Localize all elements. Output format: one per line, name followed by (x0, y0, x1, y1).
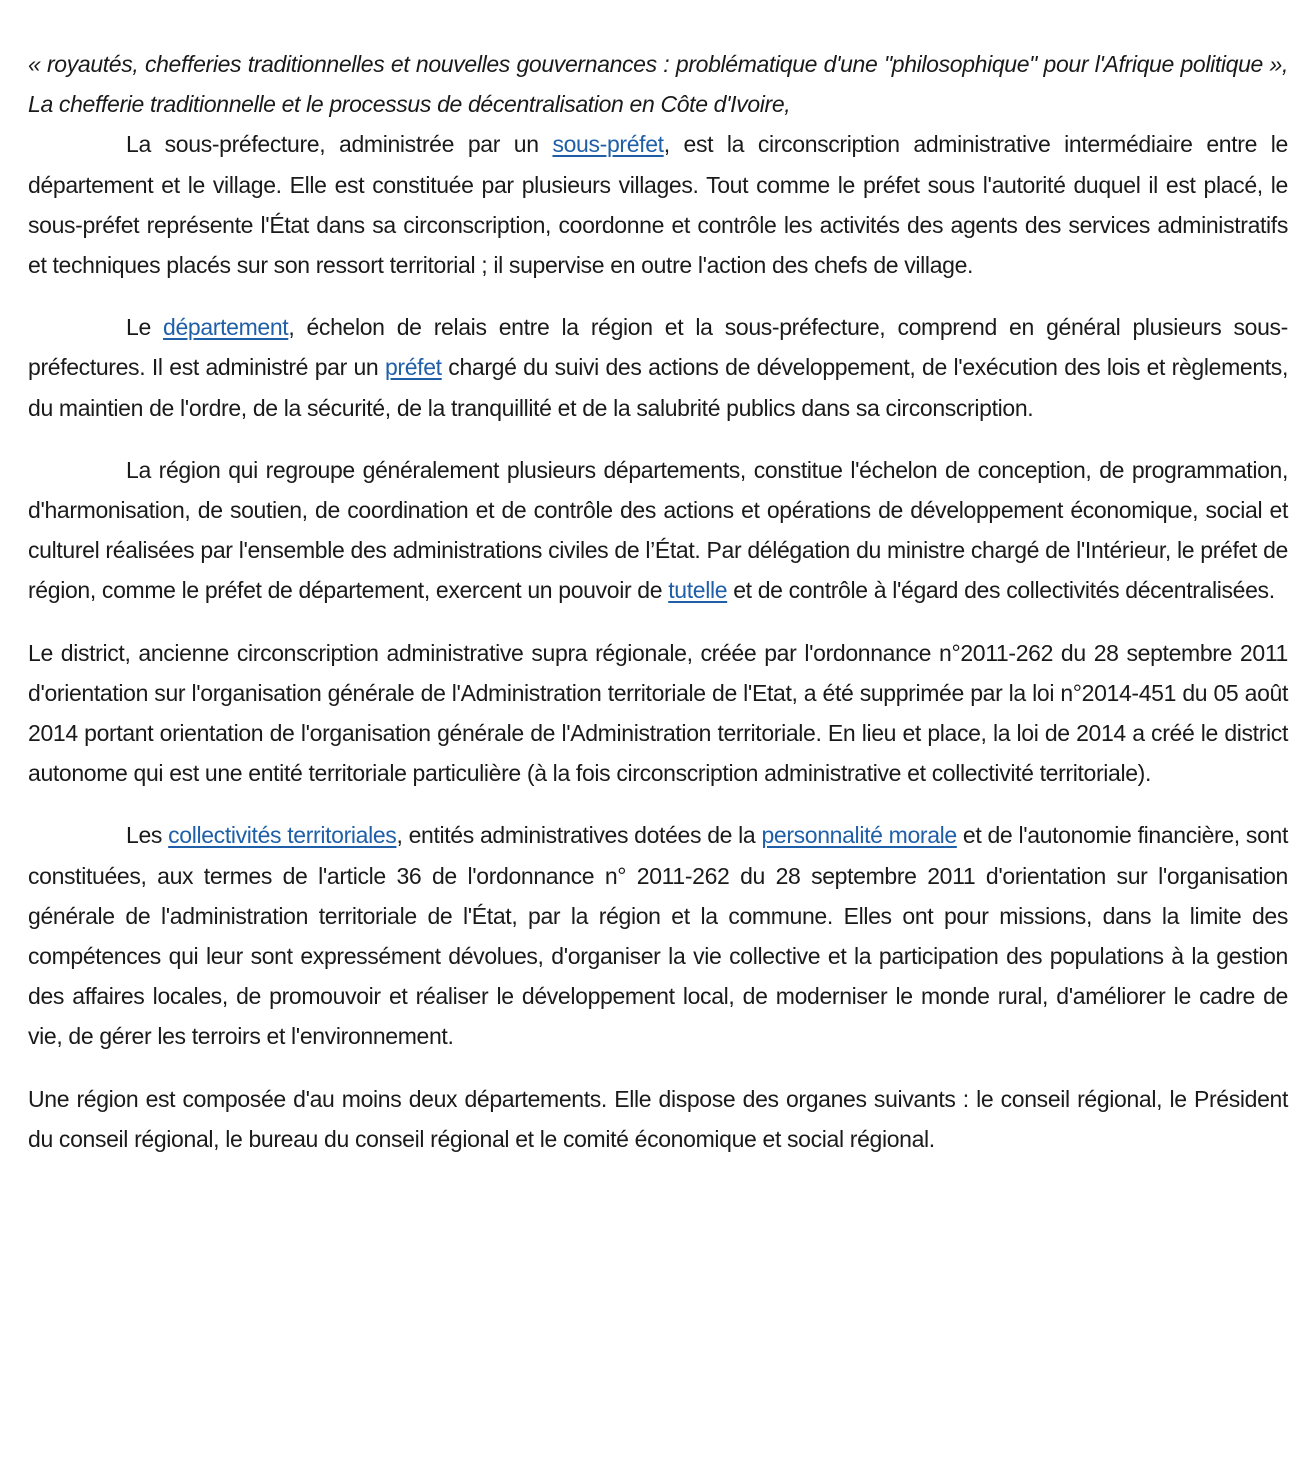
text-segment: et de contrôle à l'égard des collectivités décentralisées. (727, 577, 1275, 604)
citation-text (28, 44, 1288, 124)
text-segment: , est la circonscription administrative intermédiaire entre le département et le village. Elle est constituée par plusieurs villages. Tout comme le préfet sous l'autorité duquel il est placé, le sous-préfet représente l'État dans sa circonscription, coordonne et contrôle les activités des agents des services administratifs et techniques placés sur son ressort territorial ; il supervise en outre l'action des chefs de village. (28, 131, 1288, 279)
paragraph-collectivites (28, 815, 1288, 1056)
paragraph-spacer (28, 611, 1288, 633)
text-segment: Les (126, 822, 169, 849)
text-segment: Le (126, 314, 164, 341)
text-segment: Une région est composée d'au moins deux départements. Elle dispose des organes suivants : le conseil régional, le Président du conseil régional, le bureau du conseil régional et le comité économique et social régional. (28, 1085, 1288, 1152)
text-segment: , entités administratives dotées de la (396, 822, 762, 849)
link-collectivites-territoriales[interactable]: collectivités territoriales (168, 822, 397, 849)
paragraph-departement (28, 307, 1288, 428)
paragraph-spacer (28, 1057, 1288, 1079)
paragraph-region-organes (28, 1079, 1288, 1159)
citation-content: « royautés, chefferies traditionnelles et nouvelles gouvernances : problématique d'une "philosophique" pour l'Afrique politique », La chefferie traditionnelle et le processus de décentralisation en Côte d'Ivoire, (28, 51, 1288, 118)
text-segment: , échelon de relais entre la région et la sous-préfecture, comprend en général plusieurs sous-préfectures. Il est administré par un (28, 314, 1288, 381)
text-segment: Le district, ancienne circonscription administrative supra régionale, créée par l'ordonnance n°2011-262 du 28 septembre 2011 d'orientation sur l'organisation générale de l'Administration territoriale de l'Etat, a été supprimée par la loi n°2014-451 du 05 août 2014 portant orientation de l'organisation générale de l'Administration territoriale. En lieu et place, la loi de 2014 a créé le district autonome qui est une entité territoriale particulière (à la fois circonscription administrative et collectivité territoriale). (28, 639, 1288, 787)
paragraph-region (28, 450, 1288, 611)
link-tutelle[interactable]: tutelle (668, 577, 728, 604)
paragraph-district (28, 633, 1288, 794)
link-prefet[interactable]: préfet (384, 354, 442, 381)
paragraph-spacer (28, 428, 1288, 450)
link-departement[interactable]: département (163, 314, 289, 341)
text-segment: La région qui regroupe généralement plusieurs départements, constitue l'échelon de conception, de programmation, d'harmonisation, de soutien, de coordination et de contrôle des actions et opérations de développement économique, social et culturel réalisées par l'ensemble des administrations civiles de l’État. Par délégation du ministre chargé de l'Intérieur, le préfet de région, comme le préfet de département, exercent un pouvoir de (28, 456, 1288, 604)
paragraph-sous-prefecture (28, 124, 1288, 285)
text-segment: et de l'autonomie financière, sont constituées, aux termes de l'article 36 de l'ordonnance n° 2011-262 du 28 septembre 2011 d'orientation sur l'organisation générale de l'administration territoriale de l'État, par la région et la commune. Elles ont pour missions, dans la limite des compétences qui leur sont expressément dévolues, d'organiser la vie collective et la participation des populations à la gestion des affaires locales, de promouvoir et réaliser le développement local, de moderniser le monde rural, d'améliorer le cadre de vie, de gérer les terroirs et l'environnement. (28, 822, 1288, 1050)
link-personnalite-morale[interactable]: personnalité morale (761, 822, 957, 849)
link-sous-prefet[interactable]: sous-préfet (552, 131, 664, 158)
text-segment: chargé du suivi des actions de développement, de l'exécution des lois et règlements, du maintien de l'ordre, de la sécurité, de la tranquillité et de la salubrité publics dans sa circonscription. (28, 354, 1288, 421)
paragraph-spacer (28, 285, 1288, 307)
paragraph-spacer (28, 793, 1288, 815)
text-segment: La sous-préfecture, administrée par un (126, 131, 553, 158)
